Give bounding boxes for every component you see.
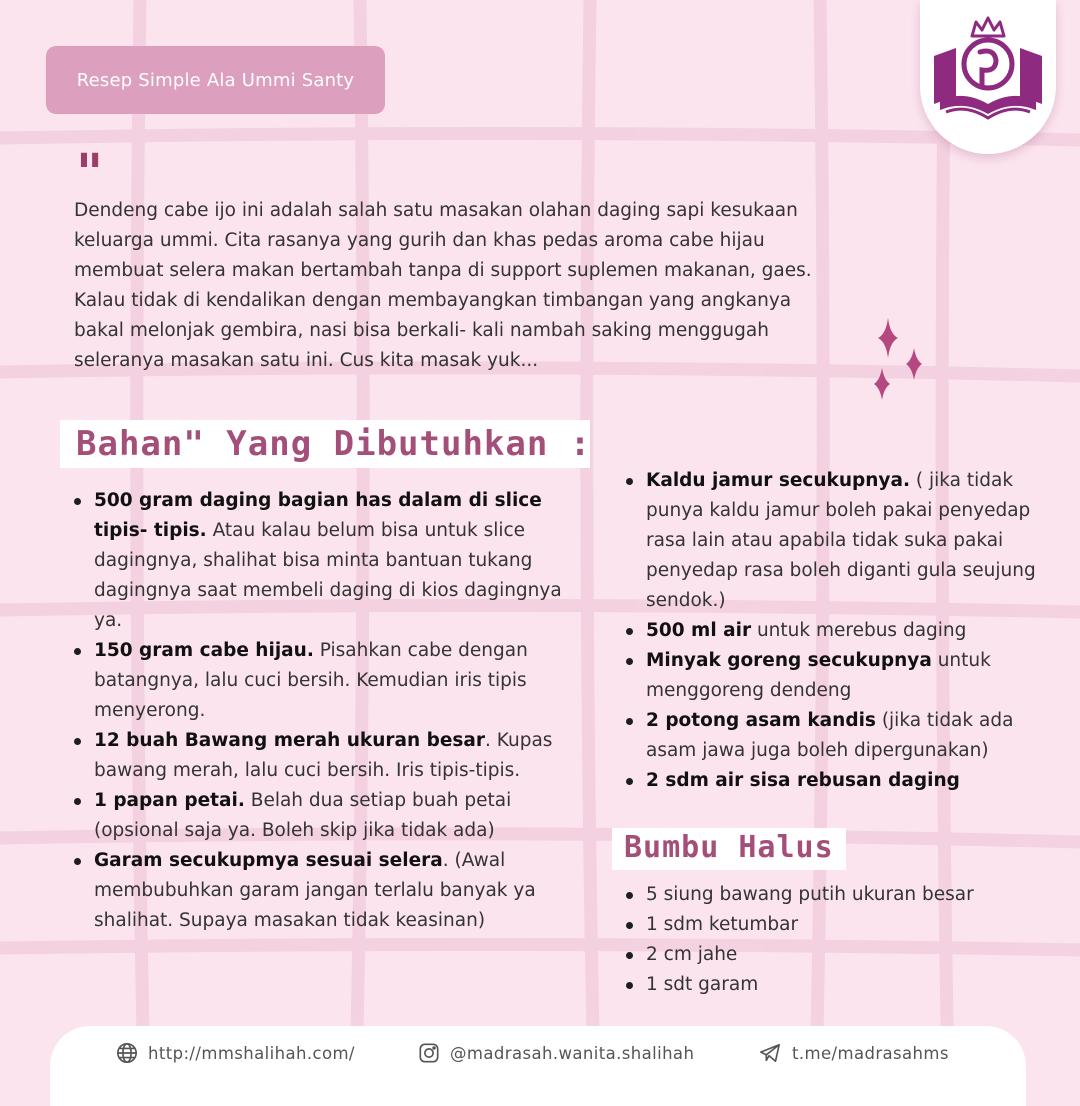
- spice-item: 1 sdt garam: [646, 974, 759, 995]
- list-item: [74, 726, 594, 786]
- ingredient-name: 1 papan petai.: [94, 790, 245, 811]
- list-item: [74, 636, 594, 726]
- list-item: [626, 940, 1046, 970]
- list-item: [626, 706, 1046, 766]
- footer-instagram[interactable]: [418, 1042, 694, 1064]
- madrasah-logo-icon: [920, 0, 1056, 154]
- ingredient-note: Belah dua setiap buah petai (opsional saja ya. Boleh skip jika tidak ada): [94, 790, 512, 841]
- ingredient-name: 500 gram daging bagian has dalam di slice tipis- tipis.: [94, 490, 542, 541]
- bumbu-list: [626, 880, 1046, 1000]
- ingredient-note: . Kupas bawang merah, lalu cuci bersih. Iris tipis-tipis.: [94, 730, 553, 781]
- list-item: [626, 910, 1046, 940]
- spice-item: 1 sdm ketumbar: [646, 914, 799, 935]
- ingredient-name: 12 buah Bawang merah ukuran besar: [94, 730, 486, 751]
- ingredient-note: untuk menggoreng dendeng: [646, 650, 991, 701]
- footer-telegram[interactable]: [758, 1042, 949, 1064]
- ingredient-name: 150 gram cabe hijau.: [94, 640, 314, 661]
- ingredient-name: 2 sdm air sisa rebusan daging: [646, 770, 960, 791]
- list-item: [74, 786, 594, 846]
- header-tag: Resep Simple Ala Ummi Santy: [46, 46, 385, 114]
- list-item: [626, 880, 1046, 910]
- ingredient-note: . (Awal membubuhkan garam jangan terlalu banyak ya shalihat. Supaya masakan tidak keasinan): [94, 850, 536, 931]
- ingredient-name: Garam secukupmya sesuai selera: [94, 850, 443, 871]
- footer-website[interactable]: [116, 1042, 355, 1064]
- list-item: [626, 616, 1046, 646]
- footer-bar: [50, 1026, 1026, 1106]
- bumbu-heading: Bumbu Halus: [624, 830, 834, 865]
- spice-item: 2 cm jahe: [646, 944, 738, 965]
- spice-item: 5 siung bawang putih ukuran besar: [646, 884, 974, 905]
- ingredient-note: Atau kalau belum bisa untuk slice dagingnya, shalihat bisa minta bantuan tukang dagingnya saat membeli daging di kios dagingnya ya.: [94, 520, 562, 631]
- instagram-icon: [418, 1042, 440, 1064]
- logo-tab: [920, 0, 1056, 154]
- instagram-handle[interactable]: @madrasah.wanita.shalihah: [450, 1043, 695, 1063]
- ingredient-note: Pisahkan cabe dengan batangnya, lalu cuci bersih. Kemudian iris tipis menyerong.: [94, 640, 528, 721]
- ingredient-note: untuk merebus daging: [751, 620, 967, 641]
- list-item: [626, 466, 1046, 616]
- ingredient-note: ( jika tidak punya kaldu jamur boleh pakai penyedap rasa lain atau apabila tidak suka pakai penyedap rasa boleh diganti gula seujung sendok.): [646, 470, 1036, 611]
- list-item: [74, 846, 594, 936]
- list-item: [626, 970, 1046, 1000]
- intro-paragraph: Dendeng cabe ijo ini adalah salah satu masakan olahan daging sapi kesukaan keluarga ummi. Cita rasanya yang gurih dan khas pedas aroma cabe hijau membuat selera makan bertambah tanpa di support suplemen makanan, gaes. Kalau tidak di kendalikan dengan membayangkan timbangan yang angkanya bakal melonjak gembira, nasi bisa berkali- kali nambah saking menggugah seleranya masakan satu ini. Cus kita masak yuk...: [74, 200, 812, 371]
- bahan-heading: Bahan" Yang Dibutuhkan :: [76, 424, 592, 464]
- globe-icon: [116, 1042, 138, 1064]
- quote-mark: ": [76, 143, 104, 204]
- list-item: [626, 766, 1046, 796]
- bahan-list-right: [626, 466, 1046, 796]
- ingredient-name: 2 potong asam kandis: [646, 710, 876, 731]
- list-item: [74, 486, 594, 636]
- ingredient-name: Kaldu jamur secukupnya.: [646, 470, 911, 491]
- list-item: [626, 646, 1046, 706]
- ingredient-note: (jika tidak ada asam jawa juga boleh dipergunakan): [646, 710, 1014, 761]
- sparkle-icon: [862, 318, 932, 408]
- ingredient-name: Minyak goreng secukupnya: [646, 650, 932, 671]
- telegram-icon: [758, 1042, 782, 1064]
- telegram-link[interactable]: t.me/madrasahms: [792, 1043, 949, 1063]
- ingredient-name: 500 ml air: [646, 620, 752, 641]
- bahan-list-left: [74, 486, 594, 936]
- website-link[interactable]: http://mmshalihah.com/: [148, 1043, 355, 1063]
